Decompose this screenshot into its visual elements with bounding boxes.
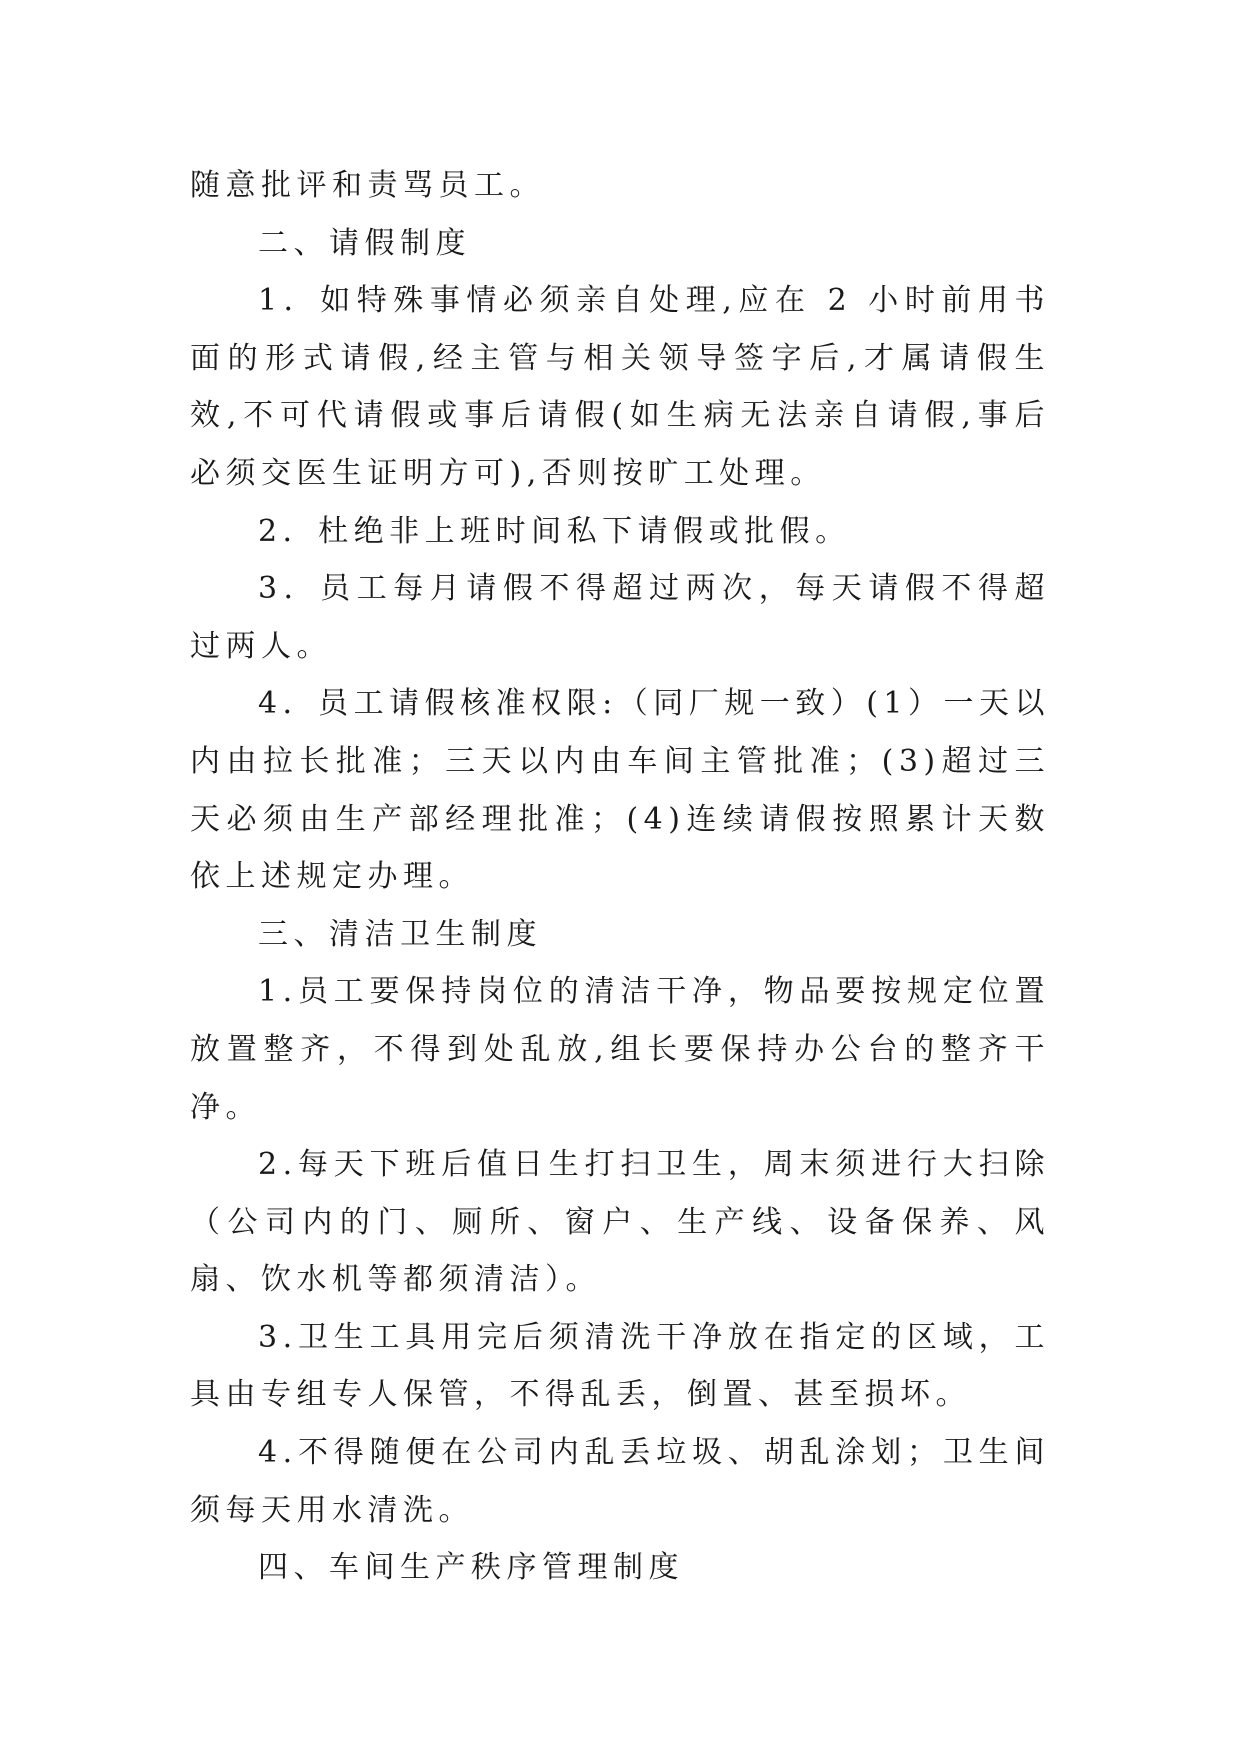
- document-body: [190, 157, 1050, 1597]
- leave-rule-2: 2．杜绝非上班时间私下请假或批假。: [258, 513, 851, 549]
- cleaning-rule-2: 2.每天下班后值日生打扫卫生，周末须进行大扫除（公司内的门、厕所、窗户、生产线、设备保养、风扇、饮水机等都须清洁）。: [190, 1147, 1050, 1298]
- cleaning-rule-3: 3.卫生工具用完后须清洗干净放在指定的区域，工具由专组专人保管，不得乱丢，倒置、甚至损坏。: [190, 1319, 1050, 1413]
- section-heading-leave-policy: 二、请假制度: [258, 225, 471, 261]
- section-heading-cleaning-policy: 三、清洁卫生制度: [258, 916, 542, 952]
- cleaning-rule-4: 4.不得随便在公司内乱丢垃圾、胡乱涂划；卫生间须每天用水清洗。: [190, 1435, 1050, 1528]
- leave-rule-1: 1．如特殊事情必须亲自处理,应在 2 小时前用书面的形式请假,经主管与相关领导签字后,才属请假生效,不可代请假或事后请假(如生病无法亲自请假,事后必须交医生证明方可),否则按旷工处理。: [190, 283, 1050, 491]
- paragraph-continuation: 随意批评和责骂员工。: [190, 168, 545, 203]
- leave-rule-4: 4．员工请假核准权限:（同厂规一致）(1）一天以内由拉长批准；三天以内由车间主管批准；(3)超过三天必须由生产部经理批准；(4)连续请假按照累计天数依上述规定办理。: [190, 686, 1050, 895]
- leave-rule-3: 3．员工每月请假不得超过两次，每天请假不得超过两人。: [190, 571, 1050, 664]
- cleaning-rule-1: 1.员工要保持岗位的清洁干净，物品要按规定位置放置整齐，不得到处乱放,组长要保持办公台的整齐干净。: [190, 974, 1050, 1125]
- section-heading-production-order: 四、车间生产秩序管理制度: [258, 1550, 684, 1586]
